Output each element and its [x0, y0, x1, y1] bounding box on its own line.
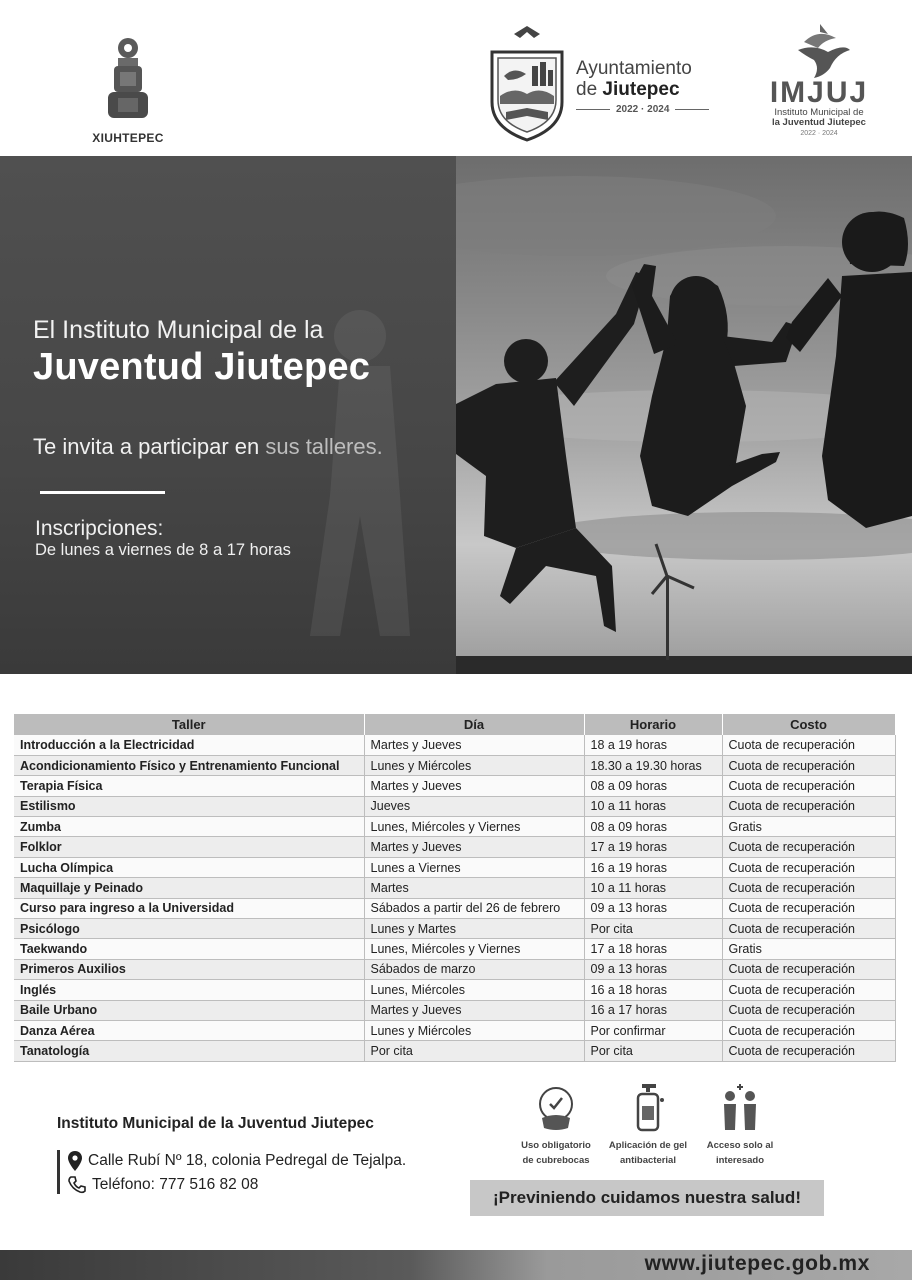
cell-dia: Martes	[364, 878, 584, 898]
table-row	[14, 796, 895, 816]
table-row	[14, 1041, 895, 1061]
cell-horario: 10 a 11 horas	[584, 878, 722, 898]
hero-invite-prefix: Te invita a participar en	[33, 434, 266, 459]
workshops-table-wrap	[14, 714, 895, 1062]
hero-photo	[456, 156, 912, 674]
address-text: Calle Rubí Nº 18, colonia Pedregal de Tejalpa.	[88, 1152, 407, 1169]
cell-costo: Cuota de recuperación	[722, 776, 895, 796]
jumping-silhouettes-image	[456, 156, 912, 674]
cell-horario: 16 a 18 horas	[584, 980, 722, 1000]
table-row	[14, 959, 895, 979]
imjuj-logo	[744, 20, 894, 146]
cell-costo: Cuota de recuperación	[722, 857, 895, 877]
header-horario: Horario	[584, 714, 722, 735]
ayuntamiento-shield-icon	[484, 24, 570, 144]
cell-taller: Maquillaje y Peinado	[14, 878, 364, 898]
cell-dia: Lunes y Miércoles	[364, 755, 584, 775]
hero-invite-highlight: sus talleres.	[265, 434, 383, 459]
cell-horario: 18 a 19 horas	[584, 735, 722, 755]
cell-horario: Por cita	[584, 1041, 722, 1061]
inscriptions-hours: De lunes a viernes de 8 a 17 horas	[35, 541, 291, 559]
table-row	[14, 735, 895, 755]
table-row	[14, 817, 895, 837]
cell-dia: Sábados a partir del 26 de febrero	[364, 898, 584, 918]
table-body	[14, 735, 895, 1061]
hero-banner	[0, 156, 912, 674]
access-caption-2: interesado	[715, 1155, 765, 1166]
website-url[interactable]: www.jiutepec.gob.mx	[644, 1252, 870, 1275]
table-row	[14, 898, 895, 918]
imjuj-sub1: Instituto Municipal de	[774, 107, 864, 118]
cell-horario: 09 a 13 horas	[584, 959, 722, 979]
cell-taller: Folklor	[14, 837, 364, 857]
ayuntamiento-years: 2022 · 2024	[616, 104, 670, 115]
cell-costo: Cuota de recuperación	[722, 959, 895, 979]
phone-icon	[68, 1176, 86, 1194]
cell-costo: Cuota de recuperación	[722, 1000, 895, 1020]
cell-dia: Lunes y Martes	[364, 919, 584, 939]
hero-invite	[33, 434, 383, 460]
people-icon	[718, 1082, 762, 1132]
cell-costo: Cuota de recuperación	[722, 796, 895, 816]
gel-caption-2: antibacterial	[620, 1155, 676, 1166]
ayuntamiento-logo	[484, 24, 724, 146]
table-row	[14, 878, 895, 898]
mask-notice	[508, 1082, 604, 1167]
gel-caption-1: Aplicación de gel	[608, 1140, 688, 1151]
imjuj-years: 2022 · 2024	[800, 130, 838, 137]
xiuhtepec-glyph-icon	[98, 36, 158, 122]
cell-horario: 17 a 19 horas	[584, 837, 722, 857]
cell-costo: Cuota de recuperación	[722, 1020, 895, 1040]
institute-name: Instituto Municipal de la Juventud Jiutepec	[57, 1115, 374, 1132]
cell-costo: Cuota de recuperación	[722, 1041, 895, 1061]
gel-notice	[600, 1082, 696, 1167]
cell-dia: Lunes, Miércoles y Viernes	[364, 939, 584, 959]
cell-dia: Martes y Jueves	[364, 1000, 584, 1020]
cell-dia: Sábados de marzo	[364, 959, 584, 979]
cell-horario: 17 a 18 horas	[584, 939, 722, 959]
cell-costo: Gratis	[722, 939, 895, 959]
cell-horario: 08 a 09 horas	[584, 776, 722, 796]
cell-dia: Por cita	[364, 1041, 584, 1061]
cell-horario: Por cita	[584, 919, 722, 939]
mask-caption-2: de cubrebocas	[522, 1155, 590, 1166]
ayuntamiento-line1: Ayuntamiento	[576, 58, 692, 79]
cell-taller: Zumba	[14, 817, 364, 837]
cell-taller: Inglés	[14, 980, 364, 1000]
table-row	[14, 755, 895, 775]
cell-taller: Taekwando	[14, 939, 364, 959]
inscriptions-title: Inscripciones:	[35, 517, 164, 540]
xiuhtepec-logo	[78, 36, 178, 146]
hero-title: Juventud Jiutepec	[33, 346, 371, 388]
address-line	[68, 1151, 406, 1171]
cell-dia: Lunes, Miércoles y Viernes	[364, 817, 584, 837]
ayuntamiento-city: Jiutepec	[602, 79, 680, 100]
cell-horario: 18.30 a 19.30 horas	[584, 755, 722, 775]
header-dia: Día	[364, 714, 584, 735]
cell-dia: Martes y Jueves	[364, 735, 584, 755]
cell-dia: Lunes, Miércoles	[364, 980, 584, 1000]
access-notice	[692, 1082, 788, 1167]
imjuj-bird-icon	[784, 20, 854, 78]
address-bar	[57, 1150, 60, 1194]
cell-costo: Cuota de recuperación	[722, 755, 895, 775]
table-row	[14, 1000, 895, 1020]
workshops-table	[14, 714, 896, 1062]
cell-dia: Martes y Jueves	[364, 776, 584, 796]
cell-taller: Terapia Física	[14, 776, 364, 796]
table-row	[14, 776, 895, 796]
imjuj-word: IMJUJ	[769, 76, 869, 109]
cell-taller: Introducción a la Electricidad	[14, 735, 364, 755]
table-row	[14, 1020, 895, 1040]
table-header-row	[14, 714, 895, 735]
cell-taller: Estilismo	[14, 796, 364, 816]
cell-costo: Cuota de recuperación	[722, 919, 895, 939]
header-taller: Taller	[14, 714, 364, 735]
table-row	[14, 919, 895, 939]
cell-dia: Martes y Jueves	[364, 837, 584, 857]
cell-taller: Acondicionamiento Físico y Entrenamiento Funcional	[14, 755, 364, 775]
access-caption-1: Acceso solo al	[706, 1140, 774, 1151]
cell-costo: Cuota de recuperación	[722, 898, 895, 918]
cell-taller: Danza Aérea	[14, 1020, 364, 1040]
table-row	[14, 857, 895, 877]
header-costo: Costo	[722, 714, 895, 735]
cell-horario: 16 a 19 horas	[584, 857, 722, 877]
cell-horario: 16 a 17 horas	[584, 1000, 722, 1020]
gel-bottle-icon	[628, 1082, 668, 1132]
cell-costo: Cuota de recuperación	[722, 878, 895, 898]
cell-costo: Cuota de recuperación	[722, 837, 895, 857]
cell-taller: Baile Urbano	[14, 1000, 364, 1020]
mask-icon	[534, 1082, 578, 1132]
cell-dia: Lunes a Viernes	[364, 857, 584, 877]
cell-costo: Gratis	[722, 817, 895, 837]
cell-taller: Lucha Olímpica	[14, 857, 364, 877]
hero-line1: El Instituto Municipal de la	[33, 316, 324, 344]
cell-horario: 09 a 13 horas	[584, 898, 722, 918]
health-slogan: ¡Previniendo cuidamos nuestra salud!	[470, 1180, 824, 1216]
table-row	[14, 837, 895, 857]
cell-dia: Jueves	[364, 796, 584, 816]
ayuntamiento-de: de	[576, 79, 603, 100]
cell-taller: Psicólogo	[14, 919, 364, 939]
location-pin-icon	[68, 1151, 82, 1171]
phone-line	[68, 1176, 258, 1194]
cell-dia: Lunes y Miércoles	[364, 1020, 584, 1040]
table-row	[14, 980, 895, 1000]
hero-text-panel	[0, 156, 456, 674]
cell-taller: Tanatología	[14, 1041, 364, 1061]
cell-costo: Cuota de recuperación	[722, 735, 895, 755]
cell-taller: Primeros Auxilios	[14, 959, 364, 979]
xiuhtepec-label: XIUHTEPEC	[92, 131, 164, 145]
mask-caption-1: Uso obligatorio	[521, 1140, 591, 1151]
phone-text: Teléfono: 777 516 82 08	[92, 1176, 259, 1193]
imjuj-sub2: la Juventud Jiutepec	[772, 117, 866, 128]
cell-horario: 10 a 11 horas	[584, 796, 722, 816]
cell-horario: 08 a 09 horas	[584, 817, 722, 837]
table-row	[14, 939, 895, 959]
hero-divider	[40, 491, 165, 494]
cell-taller: Curso para ingreso a la Universidad	[14, 898, 364, 918]
cell-costo: Cuota de recuperación	[722, 980, 895, 1000]
cell-horario: Por confirmar	[584, 1020, 722, 1040]
